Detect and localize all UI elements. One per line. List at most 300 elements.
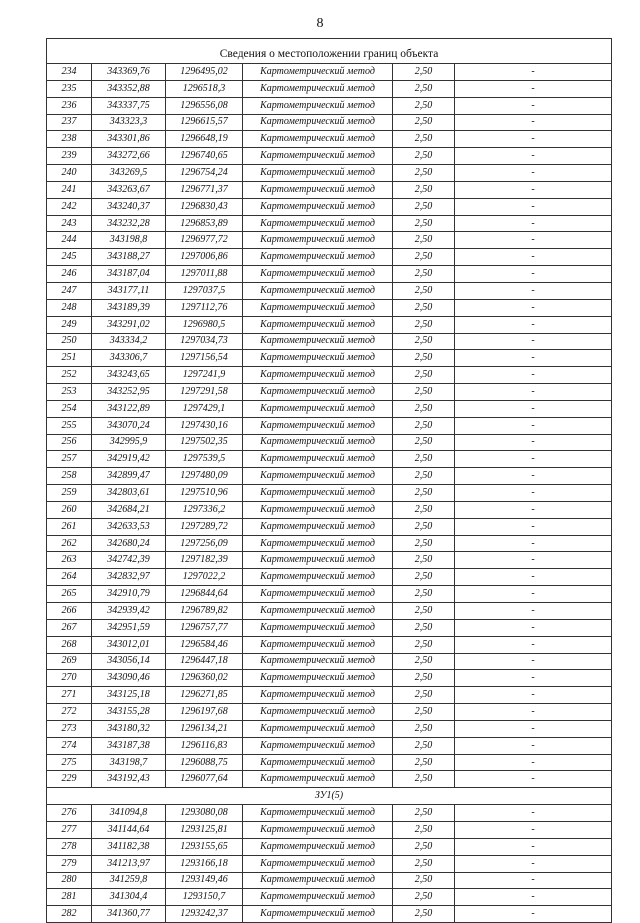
table-row <box>47 821 612 838</box>
accuracy-cell: 2,50 <box>393 131 455 148</box>
method-cell: Картометрический метод <box>243 501 393 518</box>
note-cell: - <box>455 282 612 299</box>
method-cell: Картометрический метод <box>243 198 393 215</box>
point-number-cell: 253 <box>47 384 92 401</box>
point-number-cell: 243 <box>47 215 92 232</box>
point-number-cell: 280 <box>47 872 92 889</box>
point-number-cell: 261 <box>47 518 92 535</box>
coord-y-cell: 1296088,75 <box>166 754 243 771</box>
coord-y-cell: 1293080,08 <box>166 805 243 822</box>
accuracy-cell: 2,50 <box>393 636 455 653</box>
method-cell: Картометрический метод <box>243 249 393 266</box>
point-number-cell: 238 <box>47 131 92 148</box>
section-header-row <box>47 788 612 805</box>
accuracy-cell: 2,50 <box>393 485 455 502</box>
table-row <box>47 653 612 670</box>
accuracy-cell: 2,50 <box>393 619 455 636</box>
coord-y-cell: 1297539,5 <box>166 451 243 468</box>
accuracy-cell: 2,50 <box>393 114 455 131</box>
coord-y-cell: 1296360,02 <box>166 670 243 687</box>
note-cell: - <box>455 400 612 417</box>
note-cell: - <box>455 417 612 434</box>
coord-y-cell: 1296830,43 <box>166 198 243 215</box>
accuracy-cell: 2,50 <box>393 367 455 384</box>
note-cell: - <box>455 569 612 586</box>
coord-x-cell: 341213,97 <box>92 855 166 872</box>
point-number-cell: 241 <box>47 181 92 198</box>
coord-x-cell: 343122,89 <box>92 400 166 417</box>
table-row <box>47 838 612 855</box>
table-row <box>47 872 612 889</box>
point-number-cell: 278 <box>47 838 92 855</box>
method-cell: Картометрический метод <box>243 687 393 704</box>
point-number-cell: 256 <box>47 434 92 451</box>
method-cell: Картометрический метод <box>243 821 393 838</box>
accuracy-cell: 2,50 <box>393 215 455 232</box>
coord-y-cell: 1296754,24 <box>166 165 243 182</box>
point-number-cell: 260 <box>47 501 92 518</box>
coord-y-cell: 1296077,64 <box>166 771 243 788</box>
method-cell: Картометрический метод <box>243 148 393 165</box>
coord-x-cell: 342919,42 <box>92 451 166 468</box>
accuracy-cell: 2,50 <box>393 586 455 603</box>
table-row <box>47 704 612 721</box>
table-row <box>47 906 612 923</box>
table-row <box>47 805 612 822</box>
method-cell: Картометрический метод <box>243 367 393 384</box>
note-cell: - <box>455 434 612 451</box>
note-cell: - <box>455 737 612 754</box>
coord-y-cell: 1297256,09 <box>166 535 243 552</box>
accuracy-cell: 2,50 <box>393 687 455 704</box>
coord-y-cell: 1296771,37 <box>166 181 243 198</box>
coord-x-cell: 341259,8 <box>92 872 166 889</box>
accuracy-cell: 2,50 <box>393 299 455 316</box>
note-cell: - <box>455 350 612 367</box>
method-cell: Картометрический метод <box>243 720 393 737</box>
coord-y-cell: 1296615,57 <box>166 114 243 131</box>
coord-x-cell: 343272,66 <box>92 148 166 165</box>
point-number-cell: 279 <box>47 855 92 872</box>
coord-y-cell: 1296197,68 <box>166 704 243 721</box>
point-number-cell: 274 <box>47 737 92 754</box>
coord-y-cell: 1297022,2 <box>166 569 243 586</box>
table-row <box>47 569 612 586</box>
point-number-cell: 248 <box>47 299 92 316</box>
accuracy-cell: 2,50 <box>393 737 455 754</box>
coord-x-cell: 342939,42 <box>92 603 166 620</box>
coord-y-cell: 1296584,46 <box>166 636 243 653</box>
coord-y-cell: 1297241,9 <box>166 367 243 384</box>
coord-y-cell: 1296648,19 <box>166 131 243 148</box>
coord-y-cell: 1296447,18 <box>166 653 243 670</box>
point-number-cell: 266 <box>47 603 92 620</box>
table-row <box>47 232 612 249</box>
note-cell: - <box>455 333 612 350</box>
coord-x-cell: 342803,61 <box>92 485 166 502</box>
table-row <box>47 855 612 872</box>
note-cell: - <box>455 906 612 923</box>
point-number-cell: 236 <box>47 97 92 114</box>
table-row <box>47 114 612 131</box>
coord-y-cell: 1297291,58 <box>166 384 243 401</box>
accuracy-cell: 2,50 <box>393 889 455 906</box>
page-number: 8 <box>316 16 324 31</box>
table-row <box>47 333 612 350</box>
coord-x-cell: 341094,8 <box>92 805 166 822</box>
accuracy-cell: 2,50 <box>393 838 455 855</box>
note-cell: - <box>455 619 612 636</box>
accuracy-cell: 2,50 <box>393 754 455 771</box>
point-number-cell: 246 <box>47 266 92 283</box>
method-cell: Картометрический метод <box>243 518 393 535</box>
table-row <box>47 720 612 737</box>
note-cell: - <box>455 485 612 502</box>
accuracy-cell: 2,50 <box>393 720 455 737</box>
accuracy-cell: 2,50 <box>393 198 455 215</box>
note-cell: - <box>455 367 612 384</box>
coord-x-cell: 343269,5 <box>92 165 166 182</box>
note-cell: - <box>455 636 612 653</box>
coord-x-cell: 343155,28 <box>92 704 166 721</box>
method-cell: Картометрический метод <box>243 855 393 872</box>
point-number-cell: 235 <box>47 80 92 97</box>
method-cell: Картометрический метод <box>243 434 393 451</box>
point-number-cell: 271 <box>47 687 92 704</box>
coord-y-cell: 1296980,5 <box>166 316 243 333</box>
note-cell: - <box>455 198 612 215</box>
table-row <box>47 535 612 552</box>
method-cell: Картометрический метод <box>243 737 393 754</box>
note-cell: - <box>455 232 612 249</box>
note-cell: - <box>455 181 612 198</box>
table-row <box>47 400 612 417</box>
table-row <box>47 350 612 367</box>
point-number-cell: 282 <box>47 906 92 923</box>
note-cell: - <box>455 535 612 552</box>
coord-y-cell: 1293155,65 <box>166 838 243 855</box>
note-cell: - <box>455 384 612 401</box>
accuracy-cell: 2,50 <box>393 451 455 468</box>
accuracy-cell: 2,50 <box>393 148 455 165</box>
table-row <box>47 215 612 232</box>
point-number-cell: 239 <box>47 148 92 165</box>
note-cell: - <box>455 586 612 603</box>
point-number-cell: 277 <box>47 821 92 838</box>
coord-x-cell: 343301,86 <box>92 131 166 148</box>
note-cell: - <box>455 653 612 670</box>
accuracy-cell: 2,50 <box>393 350 455 367</box>
point-number-cell: 265 <box>47 586 92 603</box>
method-cell: Картометрический метод <box>243 603 393 620</box>
table-row <box>47 485 612 502</box>
coord-y-cell: 1296977,72 <box>166 232 243 249</box>
table-row <box>47 889 612 906</box>
coord-y-cell: 1296757,77 <box>166 619 243 636</box>
method-cell: Картометрический метод <box>243 619 393 636</box>
method-cell: Картометрический метод <box>243 704 393 721</box>
note-cell: - <box>455 266 612 283</box>
coord-y-cell: 1297480,09 <box>166 468 243 485</box>
table-row <box>47 282 612 299</box>
coord-x-cell: 343369,76 <box>92 64 166 81</box>
accuracy-cell: 2,50 <box>393 518 455 535</box>
coord-y-cell: 1296134,21 <box>166 720 243 737</box>
note-cell: - <box>455 670 612 687</box>
coord-x-cell: 343012,01 <box>92 636 166 653</box>
point-number-cell: 281 <box>47 889 92 906</box>
coord-y-cell: 1296116,83 <box>166 737 243 754</box>
method-cell: Картометрический метод <box>243 451 393 468</box>
accuracy-cell: 2,50 <box>393 282 455 299</box>
method-cell: Картометрический метод <box>243 333 393 350</box>
accuracy-cell: 2,50 <box>393 468 455 485</box>
point-number-cell: 240 <box>47 165 92 182</box>
note-cell: - <box>455 215 612 232</box>
coord-y-cell: 1296556,08 <box>166 97 243 114</box>
coord-x-cell: 342910,79 <box>92 586 166 603</box>
note-cell: - <box>455 771 612 788</box>
note-cell: - <box>455 889 612 906</box>
table-row <box>47 771 612 788</box>
accuracy-cell: 2,50 <box>393 266 455 283</box>
coord-x-cell: 343334,2 <box>92 333 166 350</box>
coord-y-cell: 1297006,86 <box>166 249 243 266</box>
table-row <box>47 468 612 485</box>
coord-x-cell: 343337,75 <box>92 97 166 114</box>
coord-x-cell: 341182,38 <box>92 838 166 855</box>
method-cell: Картометрический метод <box>243 535 393 552</box>
table-row <box>47 636 612 653</box>
method-cell: Картометрический метод <box>243 889 393 906</box>
note-cell: - <box>455 518 612 535</box>
accuracy-cell: 2,50 <box>393 805 455 822</box>
coord-x-cell: 342951,59 <box>92 619 166 636</box>
coord-x-cell: 341360,77 <box>92 906 166 923</box>
point-number-cell: 258 <box>47 468 92 485</box>
coord-x-cell: 341144,64 <box>92 821 166 838</box>
table-row <box>47 670 612 687</box>
point-number-cell: 245 <box>47 249 92 266</box>
note-cell: - <box>455 148 612 165</box>
accuracy-cell: 2,50 <box>393 872 455 889</box>
method-cell: Картометрический метод <box>243 181 393 198</box>
note-cell: - <box>455 114 612 131</box>
note-cell: - <box>455 316 612 333</box>
coord-x-cell: 343187,04 <box>92 266 166 283</box>
note-cell: - <box>455 552 612 569</box>
coord-x-cell: 343192,43 <box>92 771 166 788</box>
method-cell: Картометрический метод <box>243 586 393 603</box>
coord-x-cell: 343070,24 <box>92 417 166 434</box>
coord-x-cell: 342995,9 <box>92 434 166 451</box>
accuracy-cell: 2,50 <box>393 165 455 182</box>
accuracy-cell: 2,50 <box>393 417 455 434</box>
point-number-cell: 263 <box>47 552 92 569</box>
note-cell: - <box>455 754 612 771</box>
point-number-cell: 237 <box>47 114 92 131</box>
point-number-cell: 247 <box>47 282 92 299</box>
coord-y-cell: 1297182,39 <box>166 552 243 569</box>
method-cell: Картометрический метод <box>243 97 393 114</box>
method-cell: Картометрический метод <box>243 569 393 586</box>
coord-x-cell: 342684,21 <box>92 501 166 518</box>
coord-y-cell: 1297034,73 <box>166 333 243 350</box>
point-number-cell: 275 <box>47 754 92 771</box>
method-cell: Картометрический метод <box>243 64 393 81</box>
coord-x-cell: 343198,7 <box>92 754 166 771</box>
accuracy-cell: 2,50 <box>393 249 455 266</box>
coord-x-cell: 343177,11 <box>92 282 166 299</box>
table-row <box>47 181 612 198</box>
point-number-cell: 268 <box>47 636 92 653</box>
table-title: Сведения о местоположении границ объекта <box>47 45 612 64</box>
coord-x-cell: 343180,32 <box>92 720 166 737</box>
accuracy-cell: 2,50 <box>393 670 455 687</box>
accuracy-cell: 2,50 <box>393 181 455 198</box>
point-number-cell: 244 <box>47 232 92 249</box>
table-row <box>47 619 612 636</box>
accuracy-cell: 2,50 <box>393 501 455 518</box>
method-cell: Картометрический метод <box>243 771 393 788</box>
coord-y-cell: 1296789,82 <box>166 603 243 620</box>
note-cell: - <box>455 451 612 468</box>
coord-x-cell: 343306,7 <box>92 350 166 367</box>
method-cell: Картометрический метод <box>243 266 393 283</box>
coord-x-cell: 343243,65 <box>92 367 166 384</box>
coord-y-cell: 1296853,89 <box>166 215 243 232</box>
coord-y-cell: 1297289,72 <box>166 518 243 535</box>
coord-x-cell: 343291,02 <box>92 316 166 333</box>
section-label: ЗУ1(5) <box>47 788 612 805</box>
coord-x-cell: 343232,28 <box>92 215 166 232</box>
table-row <box>47 316 612 333</box>
accuracy-cell: 2,50 <box>393 384 455 401</box>
note-cell: - <box>455 299 612 316</box>
table-row <box>47 97 612 114</box>
point-number-cell: 269 <box>47 653 92 670</box>
table-row <box>47 737 612 754</box>
table-row <box>47 552 612 569</box>
table-row <box>47 266 612 283</box>
coord-y-cell: 1296844,64 <box>166 586 243 603</box>
accuracy-cell: 2,50 <box>393 333 455 350</box>
note-cell: - <box>455 97 612 114</box>
point-number-cell: 250 <box>47 333 92 350</box>
coord-y-cell: 1297037,5 <box>166 282 243 299</box>
point-number-cell: 252 <box>47 367 92 384</box>
method-cell: Картометрический метод <box>243 299 393 316</box>
accuracy-cell: 2,50 <box>393 232 455 249</box>
boundary-table <box>46 38 612 923</box>
coord-x-cell: 343090,46 <box>92 670 166 687</box>
method-cell: Картометрический метод <box>243 417 393 434</box>
coord-x-cell: 343056,14 <box>92 653 166 670</box>
table-row <box>47 451 612 468</box>
accuracy-cell: 2,50 <box>393 855 455 872</box>
point-number-cell: 234 <box>47 64 92 81</box>
coord-x-cell: 341304,4 <box>92 889 166 906</box>
note-cell: - <box>455 501 612 518</box>
point-number-cell: 254 <box>47 400 92 417</box>
point-number-cell: 262 <box>47 535 92 552</box>
accuracy-cell: 2,50 <box>393 771 455 788</box>
point-number-cell: 229 <box>47 771 92 788</box>
table-row <box>47 586 612 603</box>
note-cell: - <box>455 704 612 721</box>
point-number-cell: 242 <box>47 198 92 215</box>
note-cell: - <box>455 720 612 737</box>
table-row <box>47 64 612 81</box>
method-cell: Картометрический метод <box>243 232 393 249</box>
method-cell: Картометрический метод <box>243 906 393 923</box>
table-row <box>47 80 612 97</box>
coord-y-cell: 1293166,18 <box>166 855 243 872</box>
coord-x-cell: 343198,8 <box>92 232 166 249</box>
method-cell: Картометрический метод <box>243 468 393 485</box>
accuracy-cell: 2,50 <box>393 97 455 114</box>
table-row <box>47 384 612 401</box>
note-cell: - <box>455 821 612 838</box>
table-row <box>47 148 612 165</box>
note-cell: - <box>455 249 612 266</box>
method-cell: Картометрический метод <box>243 131 393 148</box>
method-cell: Картометрический метод <box>243 282 393 299</box>
coord-y-cell: 1293242,37 <box>166 906 243 923</box>
accuracy-cell: 2,50 <box>393 535 455 552</box>
coord-y-cell: 1296495,02 <box>166 64 243 81</box>
note-cell: - <box>455 855 612 872</box>
point-number-cell: 249 <box>47 316 92 333</box>
accuracy-cell: 2,50 <box>393 552 455 569</box>
table-row <box>47 754 612 771</box>
coord-y-cell: 1296271,85 <box>166 687 243 704</box>
accuracy-cell: 2,50 <box>393 400 455 417</box>
note-cell: - <box>455 468 612 485</box>
point-number-cell: 257 <box>47 451 92 468</box>
accuracy-cell: 2,50 <box>393 80 455 97</box>
coord-x-cell: 343352,88 <box>92 80 166 97</box>
table-row <box>47 367 612 384</box>
coord-y-cell: 1297430,16 <box>166 417 243 434</box>
coord-y-cell: 1297510,96 <box>166 485 243 502</box>
method-cell: Картометрический метод <box>243 754 393 771</box>
point-number-cell: 255 <box>47 417 92 434</box>
accuracy-cell: 2,50 <box>393 64 455 81</box>
note-cell: - <box>455 80 612 97</box>
coord-y-cell: 1297112,76 <box>166 299 243 316</box>
method-cell: Картометрический метод <box>243 485 393 502</box>
point-number-cell: 270 <box>47 670 92 687</box>
table-row <box>47 417 612 434</box>
method-cell: Картометрический метод <box>243 400 393 417</box>
table-row <box>47 131 612 148</box>
note-cell: - <box>455 872 612 889</box>
method-cell: Картометрический метод <box>243 316 393 333</box>
note-cell: - <box>455 131 612 148</box>
table-row <box>47 165 612 182</box>
coord-x-cell: 343323,3 <box>92 114 166 131</box>
coord-x-cell: 342742,39 <box>92 552 166 569</box>
method-cell: Картометрический метод <box>243 80 393 97</box>
method-cell: Картометрический метод <box>243 165 393 182</box>
coord-y-cell: 1297156,54 <box>166 350 243 367</box>
point-number-cell: 272 <box>47 704 92 721</box>
note-cell: - <box>455 838 612 855</box>
coord-y-cell: 1297336,2 <box>166 501 243 518</box>
table-title-row <box>47 45 612 64</box>
coord-x-cell: 343252,95 <box>92 384 166 401</box>
